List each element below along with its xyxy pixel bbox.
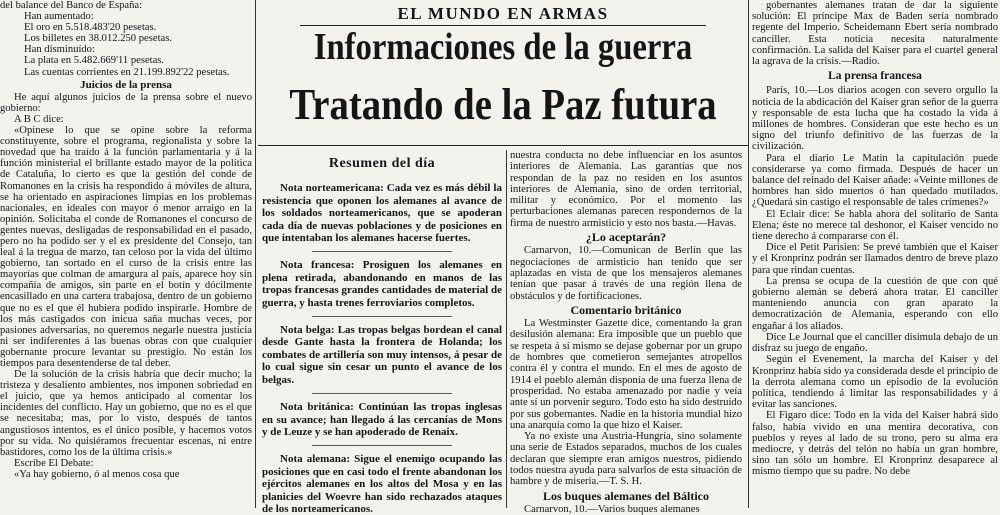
paragraph: De la solución de la crisis habría que decir mucho; la tristeza y desaliento ambientes, nos imponen sobriedad en el juicio, que ya hemos anticipado al comentar los incidentes del conflicto. Hay un gobierno, que no es el que se necesitaba; mas, por lo visto, después de tantos angustiosos intentos, es el único posible, y hacemos votos por su vida. No quisiéramos frecuentar escenas, ni entre bastidores, como los de la última crisis.» bbox=[0, 369, 252, 458]
abc-label: A B C dice: bbox=[14, 113, 64, 125]
note-separator bbox=[312, 445, 452, 446]
header-rule bbox=[258, 145, 748, 146]
news-heading: ¿Lo aceptarán? bbox=[585, 230, 667, 245]
page-subtitle: Tratando de la Paz futura bbox=[289, 80, 717, 129]
left-column bbox=[0, 0, 252, 508]
resumen-title: Resumen del día bbox=[328, 156, 436, 171]
bank-balance-line: La plata en 5.482.669'11 pesetas. bbox=[24, 55, 165, 67]
note-separator bbox=[312, 251, 452, 252]
note-separator bbox=[312, 316, 452, 317]
bank-balance-line: Han aumentado: bbox=[24, 11, 94, 23]
paragraph: «Ya hay gobierno, ó al menos cosa que bbox=[14, 468, 180, 480]
page-title: Informaciones de la guerra bbox=[313, 26, 693, 68]
bank-balance-line: Las cuentas corrientes en 21.199.892'22 pesetas. bbox=[24, 66, 230, 78]
paragraph: La prensa se ocupa de la cuestión de que con qué gobierno alemán se deberá ahora tratar. El canciller manteniendo anuncia con gran aparato la democratización de Alemania, esperando con ello engañar á los aliados. bbox=[752, 275, 998, 332]
paragraph: Ya no existe una Austria-Hungría, sino solamente una serie de Estados separados, muchos de los cuales declaran que siempre eran amigos nuestros, pidiendo todos nuestra ayuda para salvarlos de esta situación de hambre y de miseria.—T. S. H. bbox=[510, 431, 742, 488]
bank-balance-line: Los billetes en 38.012.250 pesetas. bbox=[24, 33, 172, 45]
war-note: Nota norteamericana: Cada vez es más débil la resistencia que oponen los alemanes al avance de los soldados norteamericanos, que se apoderan cada día de nuevas poblaciones y de posiciones en que intentaban los alemanes hacerse fuertes. bbox=[262, 182, 502, 245]
bank-balance-line: Han disminuído: bbox=[24, 44, 95, 56]
paragraph: París, 10.—Los diarios acogen con severo orgullo la noticia de la abdicación del Kaiser gran señor de la guerra y responsable de esta lucha que ha costado la vida á millones de hombres. Consideran que este hecho es un signo del triunfo definitivo de las fuerzas de la civilización. bbox=[752, 85, 998, 153]
paragraph: El Eclair dice: Se habla ahora del solitario de Santa Elena; éste no merece tal deshonor, el Kaiser vencido no tiene derecho á compararse con él. bbox=[752, 208, 998, 243]
war-note: Nota alemana: Sigue el enemigo ocupando las posiciones que en casi todo el frente abandonan los ejércitos alemanes en los altos del Mosa y en las planicies del Woevre han sido rechazados ataques de los norteamericanos. bbox=[262, 453, 502, 515]
paragraph: Carnarvon, 10.—Varios buques alemanes bbox=[524, 503, 700, 515]
war-note: Nota británica: Continúan las tropas inglesas en su avance; han llegado á las cercanías de Mons y de Leuze y se han apoderado de Renaix. bbox=[262, 401, 502, 438]
right-column bbox=[752, 0, 998, 508]
resumen-column bbox=[262, 150, 502, 515]
paragraph: Según el Evenement, la marcha del Kaiser y del Kronprinz había sido ya considerada desde el principio de la derrota alemana como un episodio de la evolución política, tendiendo á limitar las responsabilidades y á evitar las sanciones. bbox=[752, 354, 998, 411]
paragraph: Dice Le Journal que el canciller disimula debajo de un disfraz su juego de engaño. bbox=[752, 331, 998, 355]
paragraph: gobernantes alemanes tratan de dar la siguiente solución: El príncipe Max de Baden sería nombrado regente del Imperio. Scheidemann Ebert sería nombrado canciller. Esta noticia necesita naturalmente confirmación. La salida del Kaiser para el cuartel general la agrava de la crisis.—Radio. bbox=[752, 0, 998, 68]
section-kicker: EL MUNDO EN ARMAS bbox=[397, 4, 609, 23]
paragraph: El Figaro dice: Todo en la vida del Kaiser habrá sido falso, había vivido en una mentira decorativa, con pueblos y reyes al lado de su trono, pero su alma era mediocre, y detrás del telón no había un gran hombre, sino tan sólo un hombre. El Kronprinz desaparece al mismo tiempo que su padre. No debe bbox=[752, 410, 998, 478]
news-heading: Los buques alemanes del Báltico bbox=[542, 488, 710, 503]
bank-balance-line: del balance del Banco de España: bbox=[0, 0, 143, 11]
column-rule bbox=[748, 0, 749, 508]
paragraph: «Opinese lo que se opine sobre la reforma constituyente, sobre el programa, regionalista y sobre la novedad que ha traído á la función parlamentaria y á la función ministerial el brillante estado mayor de la política de Cataluña, lo cierto es que la gestión del conde de Romanones en la crisis ha respondido á móviles de altura, se ha orientado en aspiraciones limpias en los problemas nacionales, en ideales con mayor ó menor arraigo en la opinión. Solicitaba el conde de Romanones el concurso de gentes nuevas, desligadas de responsabilidad en el pasado, pero no ha podido ser y el ex presidente del Consejo, tan leal á la tregua de marzo, tan celoso por la vida del último gobierno, tan sortado en el curso de la crisis entre las mayorías que colman de amargura al país, aparece hoy sin compañía de amigos, sin parte en el botín y dócilmente encasillado en una cartera trabajosa, dentro de un gobierno que no es el que él hubiera podido inspirarle. Hombre de los más castigados con inicua saña muchas veces, por pasiones adversarias, no queremos negarle nuestra justicia ni ser indiferentes á las buenas obras con que cualquier gobernante procure levantar su prestigio. No están los tiempos para desentenderse de tal deber. bbox=[0, 125, 252, 369]
paragraph: La Westminster Gazette dice, comentando la gran desilusión alemana: Era imposible que un pueblo que se respeta á sí mismo se dejase gobernar por un grupo de hombres que cometieron semejantes atropellos contra él y contra el mundo. En el mes de agosto de 1914 el pueblo alemán disponía de una fuerza llena de prosperidad. No estaba amenazado por nadie y veía ante sí un porvenir seguro. Todo esto ha sido destruído por sus gobernantes. Nadie en la historia mundial hizo una anarquía como la que hizo el Kaiser. bbox=[510, 318, 742, 431]
section-heading-prensa: Juicios de la prensa bbox=[80, 78, 172, 91]
paragraph: Para el diario Le Matin la capitulación puede considerarse ya como firmada. Después de hacer un balance del reinado del Kaiser añade: «Veinte millones de hombres han sido muertos ó han quedado mutilados. ¿Quedará sin castigo el responsable de tales crímenes?» bbox=[752, 152, 998, 209]
paragraph: Dice el Petit Parisien: Se prevé también que el Kaiser y el Kronprinz podrán ser llamados dentro de breve plazo para que rindan cuentas. bbox=[752, 242, 998, 276]
column-rule bbox=[255, 0, 256, 508]
paragraph: Carnarvon, 10.—Comunican de Berlín que las negociaciones de armisticio han tenido que ser aplazadas en vista de que los mensajeros alemanes tenían que pasar á través de una región llena de obstáculos y de fortificaciones. bbox=[510, 245, 742, 302]
note-separator bbox=[312, 393, 452, 394]
debate-label: Escribe El Debate: bbox=[14, 457, 94, 469]
war-note: Nota francesa: Prosiguen los alemanes en plena retirada, abandonando en manos de las tropas francesas grandes cantidades de material de guerra, y hasta trenes ferroviarios completos. bbox=[262, 259, 502, 309]
paragraph: nuestra conducta no debe influenciar en los asuntos interiores de Alemania. Las garantías que nos respondan de la paz no residen en los asuntos interiores de Alemania, sino de orden territorial, militar y económico. Por el momento las perturbaciones alemanas parecen respondernos de la firma de nuestro armisticio y esto nos basta.—Havas. bbox=[510, 150, 742, 229]
news-heading: Comentario británico bbox=[570, 302, 682, 317]
news-column bbox=[510, 150, 742, 515]
paragraph: He aquí algunos juicios de la prensa sobre el nuevo gobierno: bbox=[0, 91, 252, 114]
bank-balance-line: El oro en 5.518.483'20 pesetas. bbox=[24, 22, 157, 34]
column-rule bbox=[506, 150, 507, 508]
war-note: Nota belga: Las tropas belgas bordean el canal desde Gante hasta la frontera de Holanda; los combates de artillería son muy intensos, á pesar de lo cual sigue sin cesar un punto el avance de los belgas. bbox=[262, 324, 502, 386]
news-heading: La prensa francesa bbox=[828, 70, 922, 83]
